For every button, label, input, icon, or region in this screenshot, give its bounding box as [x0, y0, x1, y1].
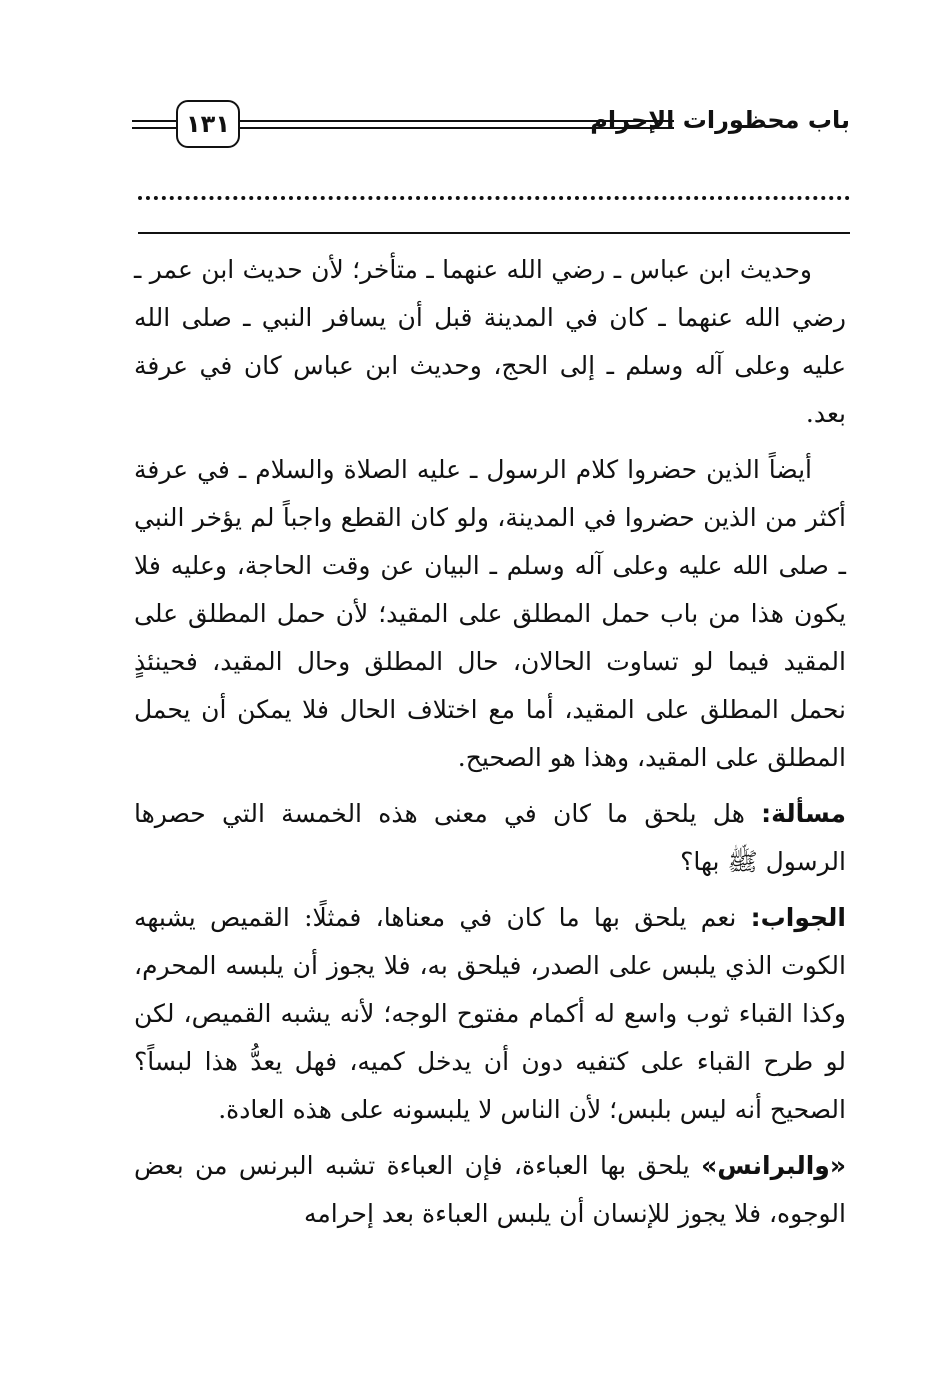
header-double-rule-left [132, 120, 176, 129]
quoted-term: «والبرانس» [701, 1151, 846, 1180]
paragraph-burnus [134, 1142, 846, 1238]
solid-separator [138, 232, 850, 234]
paragraph-text: وحديث ابن عباس ـ رضي الله عنهما ـ متأخر؛ لأن حديث ابن عمر ـ رضي الله عنهما ـ كان في المدينة قبل أن يسافر النبي ـ صلى الله عليه وعلى آله وسلم ـ إلى الحج، وحديث ابن عباس كان في عرفة بعد. [134, 255, 846, 428]
dotted-separator [138, 196, 850, 200]
paragraph-text: أيضاً الذين حضروا كلام الرسول ـ عليه الصلاة والسلام ـ في عرفة أكثر من الذين حضروا في المدينة، ولو كان القطع واجباً لم يؤخر النبي ـ صلى الله عليه وعلى آله وسلم ـ البيان عن وقت الحاجة، وعليه فلا يكون هذا من باب حمل المطلق على المقيد؛ لأن حمل المطلق على المقيد فيما لو تساوت الحالان، حال المطلق وحال المقيد، فحينئذٍ نحمل المطلق على المقيد، أما مع اختلاف الحال فلا يمكن أن يحمل المطلق على المقيد، وهذا هو الصحيح. [134, 455, 846, 772]
paragraph-2 [134, 446, 846, 782]
chapter-title: باب محظورات الإحرام [590, 106, 850, 134]
body-text [134, 246, 846, 1246]
question-label: مسألة: [761, 799, 846, 828]
paragraph-text: نعم يلحق بها ما كان في معناها، فمثلًا: القميص يشبهه الكوت الذي يلبس على الصدر، فيلحق به، فلا يجوز أن يلبسه المحرم، وكذا القباء ثوب واسع له أكمام مفتوح الوجه؛ لأنه يشبه القميص، لكن لو طرح القباء على كتفيه دون أن يدخل كميه، فهل يعدُّ هذا لبساً؟ الصحيح أنه ليس بلبس؛ لأن الناس لا يلبسونه على هذه العادة. [134, 903, 846, 1124]
paragraph-answer [134, 894, 846, 1134]
paragraph-1 [134, 246, 846, 438]
paragraph-question [134, 790, 846, 886]
answer-label: الجواب: [750, 903, 846, 932]
paragraph-text: هل يلحق ما كان في معنى هذه الخمسة التي حصرها الرسول ﷺ بها؟ [134, 799, 846, 876]
page-number: ١٣١ [176, 100, 240, 148]
page-header [132, 92, 850, 156]
paragraph-text: يلحق بها العباءة، فإن العباءة تشبه البرنس من بعض الوجوه، فلا يجوز للإنسان أن يلبس العباءة بعد إحرامه [134, 1151, 846, 1228]
